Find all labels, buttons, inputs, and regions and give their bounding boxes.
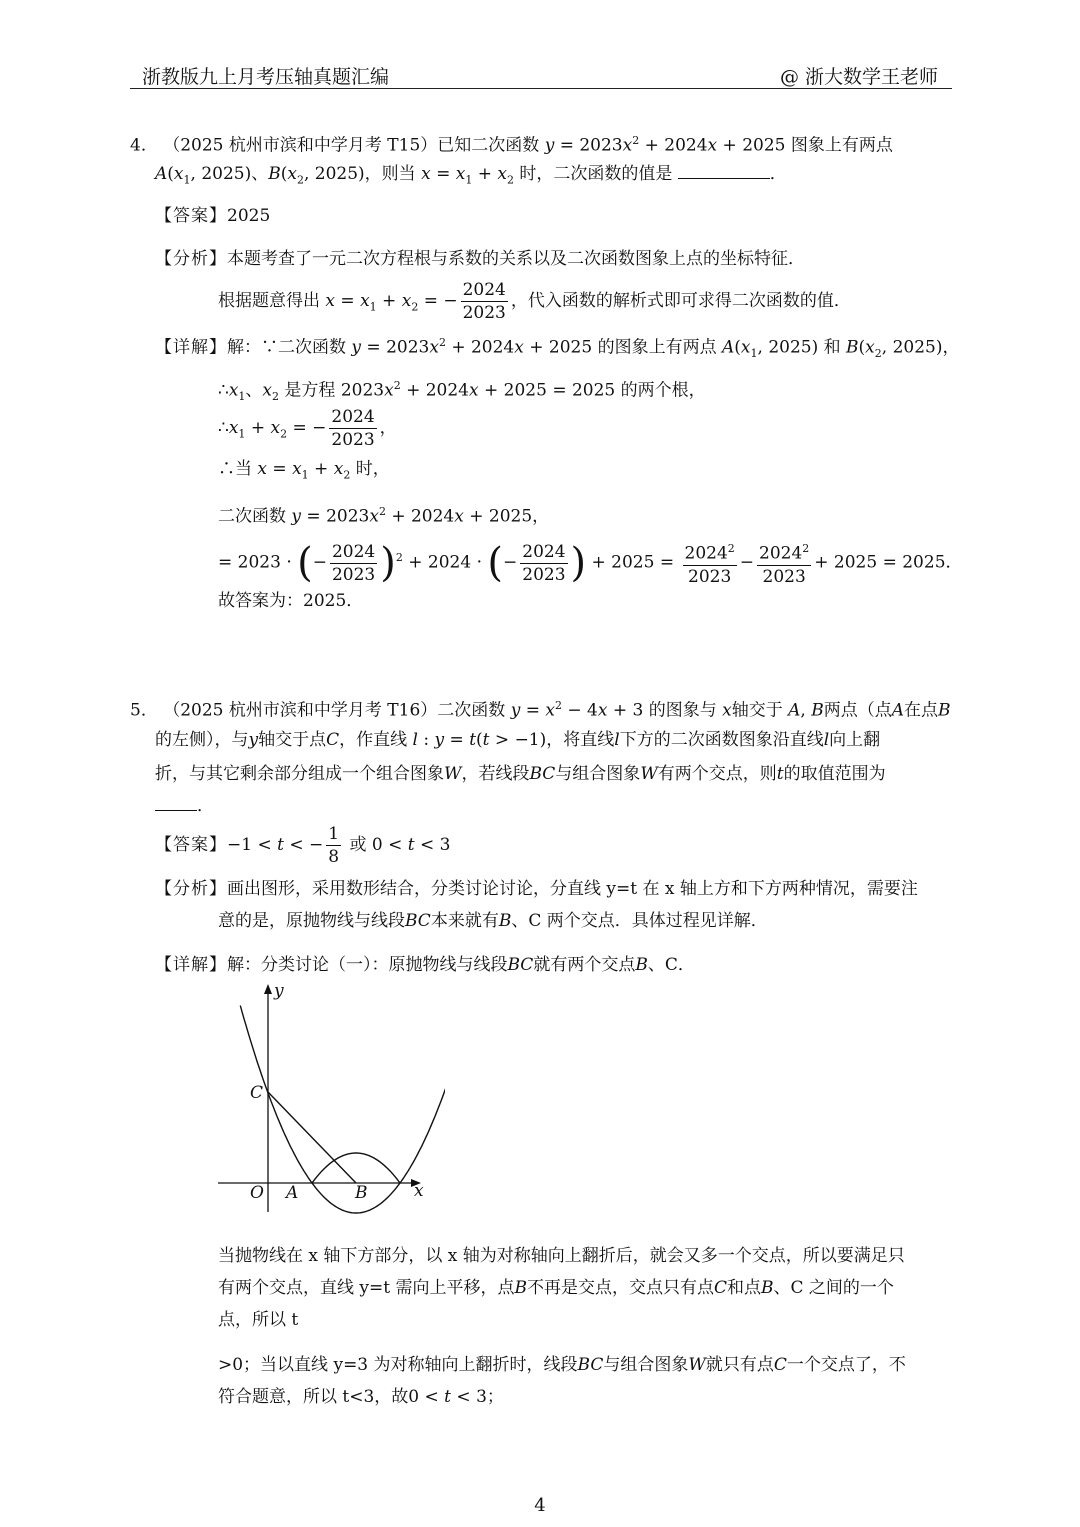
parabola-figure (215, 978, 445, 1218)
label-c: C (250, 1083, 264, 1103)
q4-answer: 【答案】2025 (155, 206, 271, 226)
q5-para1-line3: 点，所以 t (218, 1310, 299, 1330)
q5-number: 5． (130, 700, 158, 721)
q5-stem-line2: 的左侧），与y轴交于点C，作直线 l : y = t(t > −1)，将直线l下方的二次函数图象沿直线l向上翻 (155, 730, 881, 750)
flipped-arc (312, 1153, 400, 1183)
page-header (130, 58, 952, 88)
q4-conclusion: 故答案为：2025． (218, 591, 364, 611)
q4-analysis-line2: 根据题意得出 $x = x_1 + x_2$ = − $\frac{2024}{2023}$ ，代入函数的解析式即可求得二次函数的值． (218, 280, 851, 323)
q4-stem-line1: 4． （2025 杭州市滨和中学月考 T15）已知二次函数 $y = 2023x^2 + 2024x + 2025$ 图象上有两点 (130, 134, 893, 156)
q4-detail-line4: ∴当 $x = x_1 + x_2$ 时， (218, 459, 390, 482)
q4-detail-line1: 【详解】解：∵二次函数 $y = 2023x^2 + 2024x + 2025$ 的图象上有两点 $A(x_1$, 2025) 和 $B(x_2$, 2025)， (155, 336, 960, 361)
label-b: B (355, 1183, 368, 1203)
q4-detail-line2: $\therefore x_1$、$x_2$ 是方程 $2023x^2 + 2024x + 2025 = 2025$ 的两个根， (218, 379, 706, 404)
q5-para1-line2: 有两个交点，直线 y=t 需向上平移，点B不再是交点，交点只有点C和点B、C 之间的一个 (218, 1278, 894, 1298)
q5-analysis-line1: 【分析】画出图形，采用数形结合，分类讨论讨论，分直线 y=t 在 x 轴上方和下方两种情况，需要注 (155, 879, 918, 899)
label-y: y (274, 981, 284, 1001)
q5-stem-line1: 5． （2025 杭州市滨和中学月考 T16）二次函数 $y = x^2 - 4x + 3$ 的图象与 x轴交于 A, B两点（点A在点B (130, 699, 951, 721)
q4-number: 4． (130, 135, 158, 156)
q5-answer: 【答案】−1 < t < − $\frac{1}{8}$ 或 0 < t < 3 (155, 824, 451, 867)
q5-para2-line2: 符合题意，所以 t<3，故0 < t < 3； (218, 1387, 504, 1407)
q5-stem-line3: 折，与其它剩余部分组成一个组合图象W，若线段BC与组合图象W有两个交点，则t的取值范围为 (155, 764, 886, 784)
label-a: A (286, 1183, 299, 1203)
q4-detail-line6: = 2023 · (− $\frac{2024}{2023}$ )$^2$ + 2024 · (− $\frac{2024}{2023}$ ) + 2025 = $\frac{2024^2}{2023}$ − $\frac{2024^2}{2023}$ + 2025 = 2025． (218, 540, 963, 587)
q5-answer-blank-line: ． (155, 793, 214, 819)
q4-detail-line5: 二次函数 $y = 2023x^2 + 2024x + 2025$， (218, 505, 550, 527)
header-rule (130, 88, 952, 89)
label-x: x (414, 1181, 424, 1201)
header-author: @ 浙大数学王老师 (779, 66, 938, 88)
q4-answer-blank (678, 162, 770, 179)
header-title: 浙教版九上月考压轴真题汇编 (142, 66, 390, 88)
page-number: 4 (534, 1495, 546, 1516)
q5-detail-line1: 【详解】解：分类讨论（一）：原抛物线与线段BC就有两个交点B、C． (155, 955, 695, 975)
y-axis-arrow (264, 984, 272, 994)
q5-analysis-line2: 意的是，原抛物线与线段BC本来就有B、C 两个交点．具体过程见详解． (218, 911, 768, 931)
q5-answer-blank (155, 794, 197, 811)
q4-stem-line2: $A(x_1$, 2025)、$B(x_2$, 2025)，则当 $x = x_1 + x_2$ 时，二次函数的值是 ． (155, 164, 787, 187)
label-o: O (250, 1183, 264, 1203)
segment-bc (268, 1092, 356, 1183)
q5-para1-line1: 当抛物线在 x 轴下方部分，以 x 轴为对称轴向上翻折后，就会又多一个交点，所以要满足只 (218, 1246, 905, 1266)
q5-para2-line1: >0；当以直线 y=3 为对称轴向上翻折时，线段BC与组合图象W就只有点C一个交点了，不 (218, 1355, 906, 1375)
q4-detail-line3: $\therefore x_1 + x_2$ = − $\frac{2024}{2023}$ ， (218, 407, 397, 450)
q4-analysis-line1: 【分析】本题考查了一元二次方程根与系数的关系以及二次函数图象上点的坐标特征． (155, 249, 805, 269)
